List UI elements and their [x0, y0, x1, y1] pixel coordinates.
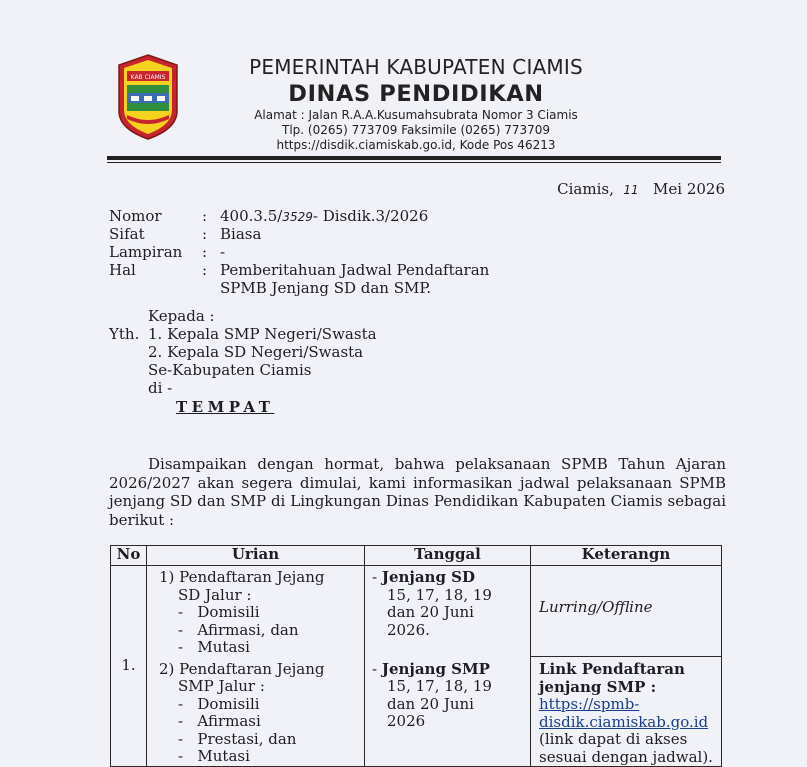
header-no: No: [111, 546, 147, 566]
hal-line-1: Pemberitahuan Jadwal Pendaftaran: [220, 261, 490, 279]
registration-link[interactable]: https://spmb-: [539, 695, 640, 713]
handwritten-number: 3529: [282, 210, 313, 224]
lampiran-label: Lampiran: [109, 243, 183, 261]
ciamis-regency-logo: [115, 53, 181, 141]
tanggal-sd: - Jenjang SD 15, 17, 18, 19 dan 20 Juni 2026.: [365, 566, 531, 657]
agency-address: Alamat : Jalan R.A.A.Kusumahsubrata Nomor 3 Ciamis: [254, 108, 578, 122]
letterhead-rule-thick: [107, 156, 721, 160]
schedule-table: [110, 545, 722, 767]
urian-sd: 1) Pendaftaran Jejang SD Jalur : - Domisili - Afirmasi, dan - Mutasi: [147, 566, 365, 657]
body-paragraph: Disampaikan dengan hormat, bahwa pelaksanaan SPMB Tahun Ajaran 2026/2027 akan segera dimulai, kami informasikan jadwal pelaksanaan SPMB jenjang SD dan SMP di Lingkungan Dinas Pendidikan Kabupaten Ciamis sebagai berikut :: [109, 455, 726, 529]
agency-title: DINAS PENDIDIKAN: [288, 81, 544, 107]
letterhead-rule-thin: [107, 162, 721, 163]
tanggal-smp: - Jenjang SMP 15, 17, 18, 19 dan 20 Juni 2026: [365, 657, 531, 767]
table-row: [111, 657, 722, 767]
lampiran-value: -: [220, 243, 226, 261]
government-title: PEMERINTAH KABUPATEN CIAMIS: [249, 55, 583, 79]
table-row: [111, 566, 722, 657]
tempat-heading: TEMPAT: [176, 398, 275, 416]
header-urian: Urian: [147, 546, 365, 566]
letter-date: Ciamis, 11 Mei 2026: [557, 180, 725, 198]
addressee-line-4: di -: [148, 379, 173, 397]
hal-line-2: SPMB Jenjang SD dan SMP.: [220, 279, 432, 297]
addressee-line-3: Se-Kabupaten Ciamis: [148, 361, 312, 379]
nomor-label: Nomor: [109, 207, 162, 225]
header-keterangan: Keterangn: [531, 546, 722, 566]
sifat-value: Biasa: [220, 225, 262, 243]
hal-label: Hal: [109, 261, 136, 279]
letterhead: [186, 54, 646, 153]
urian-smp: 2) Pendaftaran Jejang SMP Jalur : - Domisili - Afirmasi - Prestasi, dan - Mutasi: [147, 657, 365, 767]
letter-page: KAB CIAMIS PEMERINTAH KABUPATEN CIAMIS DINAS PENDIDIKAN Alamat : Jalan R.A.A.Kusumahsubrata Nomor 3 Ciamis Tlp. (0265) 773709 Faksimile (0265) 773709 https://disdik.ciamiskab.go.id, Kode Pos 46213 Ciamis, 11 Mei 2026 Nomor : 400.3.5/3529- Disdik.3/2026 Sifat : Biasa Lampiran : - Hal : Pemberitahuan Jadwal Pendaftaran SPMB Jenjang SD dan SMP. Kepada : Yth. 1. Kepala SMP Negeri/Swasta 2. Kepala SD Negeri/Swasta Se-Kabupaten Ciamis di - TEMPAT Disampaikan dengan hormat, bahwa pelaksanaan SPMB Tahun Ajaran 2026/2027 akan segera dimulai, kami informasikan jadwal pelaksanaan SPMB jenjang SD dan SMP di Lingkungan Dinas Pendidikan Kabupaten Ciamis sebagai berikut : No Urian Tanggal Keterangn 1. 1) Pendaftaran Jejang SD Jalur : - Domisili - Afirmasi, dan - Mutasi - Jenjang SD 15, 17, 18, 19 dan 20 Juni 2026. Lurring/Offline 2) Pendaftaran Jejang SMP Jalur : - Domisili - Afirmasi - Prestasi, dan - Mutasi - Jenjang SMP 15, 17, 18, 19 dan 20 Juni 2026 Link Pendaftaran jenjang SMP : https://spmb- disdik.ciamiskab.go.id (link dapat di akses sesuai dengan jadwal).: [109, 55, 726, 766]
keterangan-smp: Link Pendaftaran jenjang SMP : https://spmb- disdik.ciamiskab.go.id (link dapat di akses sesuai dengan jadwal).: [531, 657, 722, 767]
row-number: 1.: [111, 566, 147, 767]
registration-link-cont[interactable]: disdik.ciamiskab.go.id: [539, 712, 709, 731]
svg-text:KAB CIAMIS: KAB CIAMIS: [130, 74, 166, 81]
keterangan-sd: Lurring/Offline: [531, 566, 722, 657]
table-header-row: [111, 546, 722, 566]
kepada-label: Kepada :: [148, 307, 215, 325]
nomor-value: 400.3.5/3529- Disdik.3/2026: [220, 207, 429, 225]
handwritten-day: 11: [623, 183, 639, 197]
agency-phone: Tlp. (0265) 773709 Faksimile (0265) 773709: [281, 123, 551, 137]
sifat-label: Sifat: [109, 225, 145, 243]
addressee-line-1: 1. Kepala SMP Negeri/Swasta: [148, 325, 377, 343]
yth-label: Yth.: [109, 325, 140, 343]
agency-website: https://disdik.ciamiskab.go.id, Kode Pos 46213: [276, 138, 556, 152]
addressee-line-2: 2. Kepala SD Negeri/Swasta: [148, 343, 364, 361]
header-tanggal: Tanggal: [365, 546, 531, 566]
